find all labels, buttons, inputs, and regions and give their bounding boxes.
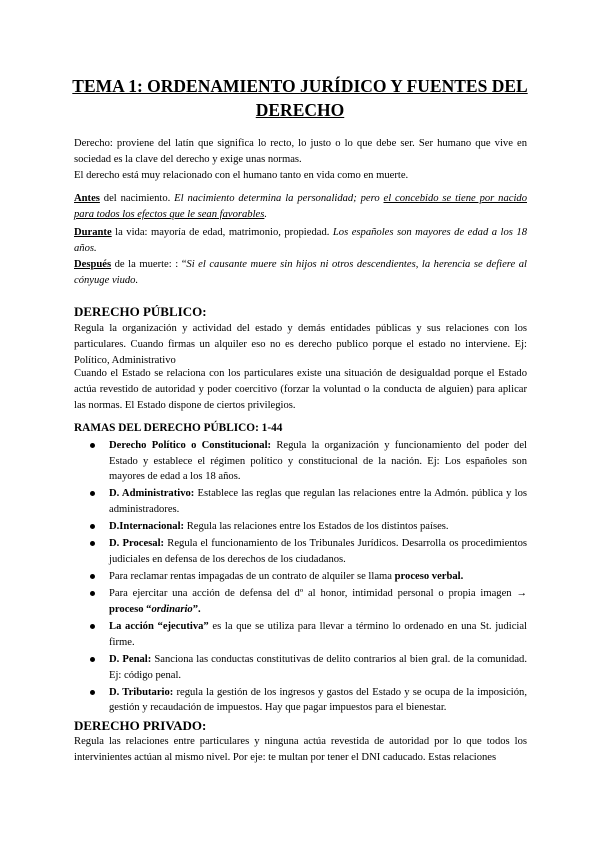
despues-text: de la muerte: : “ xyxy=(111,259,187,270)
bullet-icon xyxy=(90,657,95,662)
item-text: Regula la organización y funcionamiento del poder del Estado y establece el régimen político y constitucional de la nación. Ej: Los españoles son mayores de edad a los 18 años. xyxy=(109,440,527,482)
item-term: La acción “ejecutiva” xyxy=(109,621,209,633)
item-text: Regula las relaciones entre los Estados de los distintos países. xyxy=(184,521,449,533)
list-item xyxy=(90,569,527,585)
despues-italic: Si el causante muere sin hijos ni otros descendientes, la herencia se defiere al cónyuge viudo. xyxy=(74,259,528,286)
list-item xyxy=(90,619,527,650)
item-term: proceso “ xyxy=(109,603,152,615)
bullet-icon xyxy=(90,443,95,448)
durante-paragraph xyxy=(74,225,527,257)
item-term-end: ”. xyxy=(192,603,201,615)
antes-label: Antes xyxy=(74,193,100,204)
page-title: TEMA 1: ORDENAMIENTO JURÍDICO Y FUENTES DEL DERECHO xyxy=(72,76,528,120)
bullet-icon xyxy=(90,690,95,695)
ramas-list xyxy=(90,438,527,718)
list-item xyxy=(90,536,527,567)
list-item xyxy=(90,438,527,485)
item-term: Derecho Político o Constitucional: xyxy=(109,440,272,451)
durante-label: Durante xyxy=(74,227,112,238)
item-term: D. Procesal: xyxy=(109,538,165,550)
item-term: proceso verbal. xyxy=(394,571,464,583)
item-term-italic: ordinario xyxy=(151,603,193,615)
item-text: Para ejercitar una acción de defensa del dº al honor, intimidad personal o propia imagen → xyxy=(109,588,527,600)
antes-italic: El nacimiento determina la personalidad; pero xyxy=(174,193,384,204)
item-term: D. Penal: xyxy=(109,654,152,666)
derecho-publico-paragraph-1: Regula la organización y actividad del estado y demás entidades públicas y sus relaciones con los particulares. Cuando firmas un alquiler eso no es derecho publico porque el estado no interviene. Ej: Político, Administrativo xyxy=(74,323,527,366)
bullet-icon xyxy=(90,524,95,529)
item-text: Sanciona las conductas constitutivas de delito contrarios al bien gral. de la comunidad. Ej: código penal. xyxy=(109,654,528,681)
derecho-publico-paragraph-2: Cuando el Estado se relaciona con los particulares existe una situación de desigualdad porque el Estado actúa revestido de autoridad y poder coercitivo (forzar la voluntad o la conducta de alguien) para aplicar las normas. El Estado dispone de ciertos privilegios. xyxy=(74,368,527,411)
despues-label: Después xyxy=(74,259,112,270)
intro-line-1: Derecho: proviene del latín que significa lo recto, lo justo o lo que debe ser. Ser humano que vive en sociedad es la clave del derecho y exige unas normas. xyxy=(74,138,527,165)
bullet-icon xyxy=(90,491,95,496)
list-item xyxy=(90,586,527,617)
bullet-icon xyxy=(90,591,95,596)
antes-text: del nacimiento. xyxy=(99,193,175,204)
list-item xyxy=(90,486,527,517)
item-text: regula la gestión de los ingresos y gastos del Estado y se ocupa de la imposición, gestión y recaudación de impuestos. Hay que pagar impuestos para el bienestar. xyxy=(109,686,527,714)
ramas-heading: RAMAS DEL DERECHO PÚBLICO: 1-44 xyxy=(74,422,283,434)
derecho-publico-heading: DERECHO PÚBLICO: xyxy=(74,304,207,319)
item-term: D.Internacional: xyxy=(109,521,185,533)
durante-text: la vida: mayoría de edad, matrimonio, propiedad. xyxy=(111,227,333,238)
bullet-icon xyxy=(90,574,95,579)
item-text: Para reclamar rentas impagadas de un contrato de alquiler se llama xyxy=(109,571,395,583)
despues-paragraph xyxy=(74,257,527,289)
item-term: D. Tributario: xyxy=(109,686,174,698)
durante-end: . xyxy=(94,243,97,254)
bullet-icon xyxy=(90,541,95,546)
item-term: D. Administrativo: xyxy=(109,488,195,500)
antes-italic-underlined: el concebido se tiene por nacido para todos los efectos que le sean favorables xyxy=(74,193,527,220)
antes-end: . xyxy=(264,209,268,220)
intro-line-2: El derecho está muy relacionado con el humano tanto en vida como en muerte. xyxy=(74,170,409,181)
list-item xyxy=(90,652,527,683)
derecho-privado-heading: DERECHO PRIVADO: xyxy=(74,718,207,733)
item-text: Regula el funcionamiento de los Tribunales Jurídicos. Desarrolla os procedimientos judiciales en defensa de los derechos de los ciudadanos. xyxy=(109,538,527,565)
item-text: Establece las reglas que regulan las relaciones entre la Admón. pública y los administradores. xyxy=(109,488,528,515)
list-item xyxy=(90,519,527,535)
bullet-icon xyxy=(90,624,95,629)
item-text: es la que se utiliza para llevar a término lo ordenado en una St. judicial firme. xyxy=(109,621,527,648)
list-item xyxy=(90,685,527,716)
antes-paragraph xyxy=(74,191,527,223)
derecho-privado-paragraph-1: Regula las relaciones entre particulares y ninguna actúa revestida de autoridad por lo que todos los intervinientes actúan al mismo nivel. Por eje: te multan por tener el DNI caducado. Estas relaciones xyxy=(74,736,527,763)
durante-italic: Los españoles son mayores de edad a los 18 años xyxy=(74,227,527,254)
intro-paragraph xyxy=(74,136,527,184)
